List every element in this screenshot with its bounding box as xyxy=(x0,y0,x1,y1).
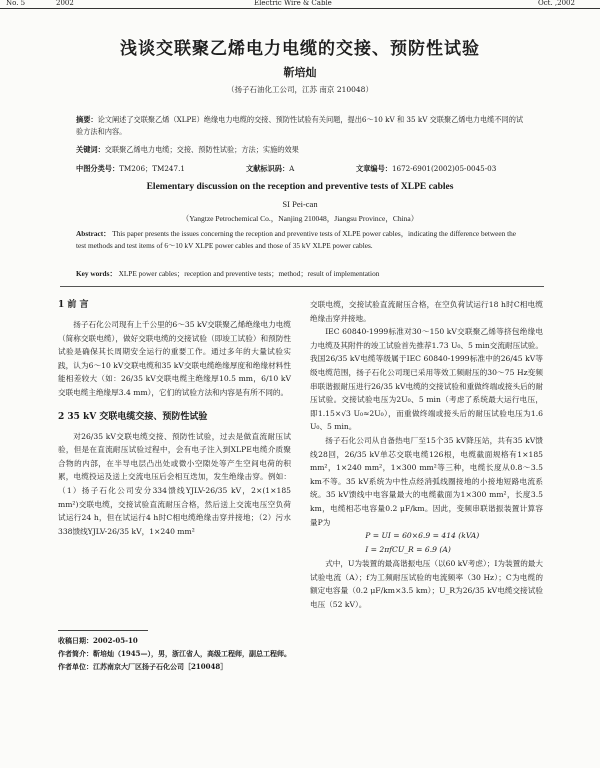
section-heading-2: 2 35 kV 交联电缆交接、预防性试验 xyxy=(58,411,208,422)
paragraph-formula-legend: 式中，U为装置的最高谐振电压（以60 kV考虑）；I为装置的最大试验电流（A）；f为工频耐压试验的电流频率（30 Hz）；C为电缆的额定电容量（0.2 μF/km×3.5 km）；U_R为26/35 kV电缆交接试验电压（52 kV）。 xyxy=(310,559,543,609)
english-keywords xyxy=(76,268,526,280)
footnote-divider xyxy=(58,630,148,631)
section-heading-1: 1 前 言 xyxy=(58,300,89,310)
english-keywords-label: Key words： xyxy=(76,269,117,278)
journal-name: Electric Wire & Cable xyxy=(254,0,332,7)
formula-capacity: P = UI = 60×6.9 = 414 (kVA) xyxy=(365,531,480,541)
paragraph-feeders: 扬子石化公司从自备热电厂至15个35 kV降压站，共有35 kV馈线28回，26/35 kV单芯交联电缆126根，电缆截面规格有1×185 mm²，1×240 mm²，1×300 mm²等三种，电缆长度从0.8～3.5 km不等。35 kV系统为中性点经消弧线圈接地的小接地短路电流系统。35 kV馈线中电容量最大的电缆截面为1×300 mm²，长度3.5 km，电缆相芯电容量0.2 μF/km。因此，变频串联谐振装置计算容量P为 xyxy=(310,435,543,527)
doc-label: 文献标识码： xyxy=(246,164,290,173)
paragraph-35kv-tests: 对26/35 kV交联电缆交接、预防性试验，过去是做直流耐压试验，但是在直流耐压试验过程中，会有电子注入到XLPE电缆介质聚合物的内部，在半导电层凸出处或微小空隙处等产生空间电荷的积累，电缆投运及送上交流电压后会相互迭加，发生绝缘击穿。例如：（1）扬子石化公司安分334馈线YJLV-26/35 kV，2×(1×185 mm²)交联电缆，交接试验直流耐压合格，然后送上交流电压空负荷试运行24 h，但在试运行4 h时C相电缆绝缘击穿并接地；（2）污水338馈线YJLV-26/35 kV，1×240 mm² xyxy=(58,431,291,536)
keywords-text: 交联聚乙烯电力电缆；交接、预防性试验；方法；实施的效果 xyxy=(104,145,299,154)
english-title: Elementary discussion on the reception and preventive tests of XLPE cables xyxy=(146,182,454,192)
english-keywords-text: XLPE power cables；reception and preventive tests；method；result of implementation xyxy=(118,269,380,278)
clc-label: 中图分类号： xyxy=(76,164,120,173)
article-value: 1672-6901(2002)05-0045-03 xyxy=(391,164,497,173)
english-abstract-text: This paper presents the issues concerning the reception and preventive tests of XLPE power cables，indicating the difference between the test methods and test items of 6～10 kV XLPE power cables and those of 35 kV XLPE power cables. xyxy=(76,229,517,250)
issue-date: Oct. ,2002 xyxy=(538,0,575,7)
english-author: SI Pei-can xyxy=(282,199,318,209)
header-divider xyxy=(60,286,544,287)
footnote-unit: 作者单位：江苏南京大厂区扬子石化公司［210048］ xyxy=(58,662,228,671)
paragraph-intro: 扬子石化公司现有上千公里的6～35 kV交联聚乙烯绝缘电力电缆（简称交联电缆），做好交联电缆的交接试验（即竣工试验）和预防性试验是确保其长周期安全运行的重要工作。通过多年的大量试验实践，认为6～10 kV交联电缆和35 kV交联电缆绝缘厚度和绝缘材料性能相差较大（如：26/35 kV交联电缆主绝缘厚10.5 mm，6/10 kV交联电缆主绝缘厚3.4 mm），它们的试验方法和内容是有所不同的。 xyxy=(58,320,291,397)
year: 2002 xyxy=(56,0,74,7)
abstract xyxy=(76,114,526,138)
paragraph-iec-standard: IEC 60840-1999标准对30～150 kV交联聚乙烯等挤包绝缘电力电缆及其附件的竣工试验首先推荐1.73 U₀、5 min交流耐压试验。我国26/35 kV电缆等级属于IEC 60840-1999标准中的26/45 kV等级电缆范围，扬子石化公司现已采用等效工频耐压的30～75 Hz变频串联谐振耐压进行26/35 kV电缆的交接试验和重做终端或接头后的耐压试验。交接试验电压为2U₀、5 min（考虑了系统最大运行电压，即1.15×√3 U₀≈2U₀），而重做终端或接头后的耐压试验电压为1.6 U₀、5 min。 xyxy=(310,327,543,432)
article-label: 文章编号： xyxy=(356,164,392,173)
english-abstract-label: Abstract： xyxy=(76,229,111,238)
paragraph-continued: 交联电缆，交接试验直流耐压合格，在空负荷试运行18 h时C相电缆绝缘击穿并接地。 xyxy=(310,300,543,323)
issue-number: No. 5 xyxy=(6,0,26,7)
english-abstract xyxy=(76,228,526,251)
keywords xyxy=(76,144,526,156)
formula-current: I = 2πfCU_R = 6.9 (A) xyxy=(365,545,451,555)
right-column xyxy=(310,298,543,611)
keywords-label: 关键词： xyxy=(76,145,105,154)
footnote xyxy=(58,634,294,673)
footnote-received: 收稿日期：2002-05-10 xyxy=(58,636,138,645)
author-affiliation: （扬子石油化工公司，江苏 南京 210048） xyxy=(227,85,373,94)
running-header xyxy=(0,0,600,9)
clc-value: TM206；TM247.1 xyxy=(119,164,185,173)
author-name: 靳培灿 xyxy=(283,66,317,79)
english-affiliation: （Yangtze Petrochemical Co.，Nanjing 210048，Jiangsu Province，China） xyxy=(181,214,419,223)
footnote-bio: 作者简介：靳培灿（1945—），男，浙江省人，高级工程师，副总工程师。 xyxy=(58,649,291,658)
left-column xyxy=(58,298,291,538)
abstract-label: 摘要： xyxy=(76,115,98,124)
abstract-text: 论文阐述了交联聚乙烯（XLPE）绝缘电力电缆的交接、预防性试验有关问题，提出6～10 kV 和 35 kV 交联聚乙烯电力电缆不同的试验方法和内容。 xyxy=(76,115,524,136)
doc-value: A xyxy=(289,164,295,173)
paper-title: 浅谈交联聚乙烯电力电缆的交接、预防性试验 xyxy=(120,39,480,59)
